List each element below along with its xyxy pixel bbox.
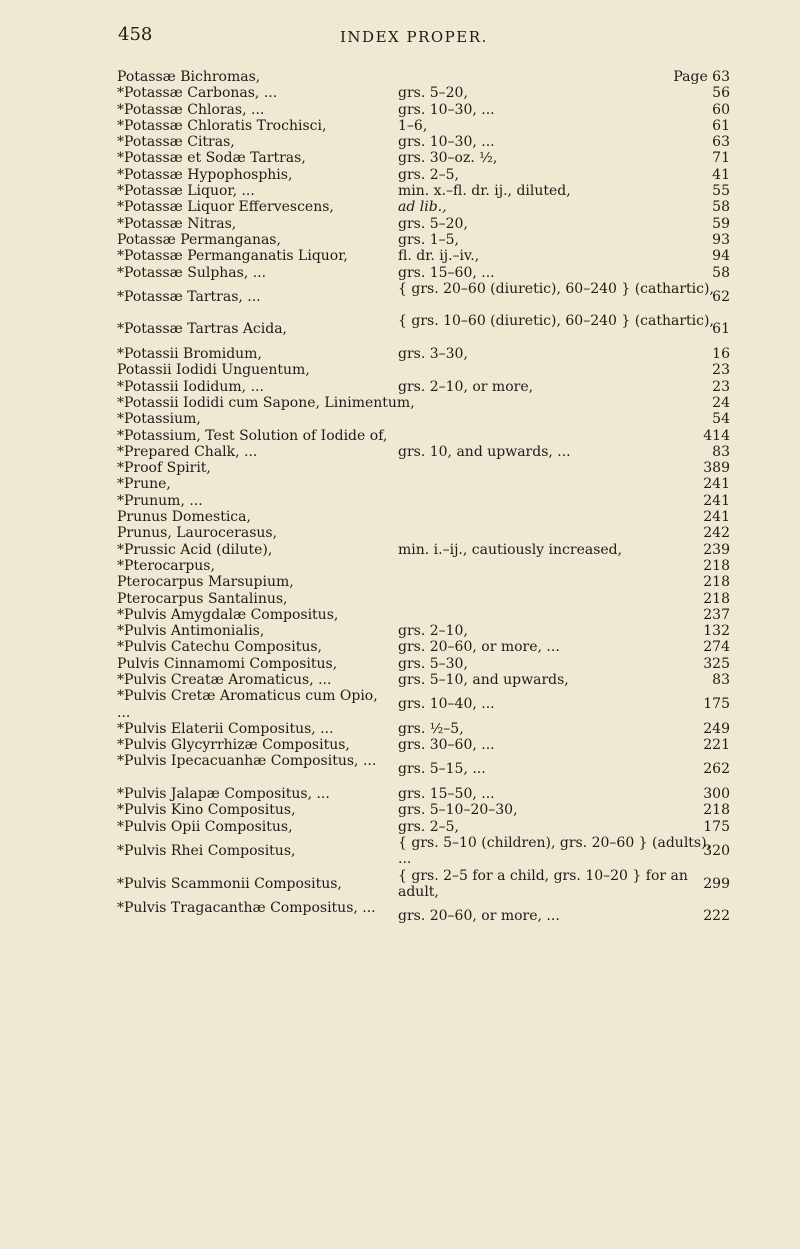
entry-dose: grs. 1–5,: [398, 231, 460, 248]
entry-dose: grs. ½–5,: [398, 720, 464, 737]
index-entry: [117, 150, 730, 166]
index-entry: [117, 493, 730, 509]
entry-page: 300: [703, 786, 730, 803]
index-entry: [117, 362, 730, 378]
entry-page: 41: [712, 166, 730, 183]
entry-page: 71: [712, 150, 730, 167]
entry-name: *Potassæ et Sodæ Tartras,: [117, 150, 306, 167]
index-entry: [117, 656, 730, 672]
index-entry: [117, 411, 730, 427]
entry-page: 274: [703, 639, 730, 656]
entry-name: *Potassæ Liquor, ...: [117, 183, 255, 200]
entry-page: 63: [712, 134, 730, 151]
index-entry: [117, 542, 730, 558]
index-entry: [117, 476, 730, 492]
entry-page: 175: [703, 818, 730, 835]
entry-page: 325: [703, 655, 730, 672]
entry-name: *Potassæ Liquor Effervescens,: [117, 199, 334, 216]
entry-name: Pulvis Cinnamomi Compositus,: [117, 655, 338, 672]
entry-page: 241: [703, 509, 730, 526]
index-entry: [117, 69, 730, 85]
entry-dose: grs. 30–60, ...: [398, 737, 495, 754]
index-entry: [117, 868, 730, 901]
entry-page: Page 63: [673, 69, 730, 85]
entry-page: 218: [703, 802, 730, 819]
entry-page: 83: [712, 443, 730, 460]
entry-dose: grs. 30–oz. ½,: [398, 150, 498, 167]
entry-dose: grs. 15–60, ...: [398, 264, 495, 281]
entry-name: *Prepared Chalk, ...: [117, 443, 258, 460]
index-entry: [117, 134, 730, 150]
entry-dose: grs. 10–30, ...: [398, 101, 495, 118]
running-title: INDEX PROPER.: [340, 28, 488, 46]
entry-dose: grs. 5–20,: [398, 85, 468, 102]
entry-page: 239: [703, 541, 730, 558]
entry-name: *Potassii Bromidum,: [117, 346, 262, 363]
entry-page: 55: [712, 183, 730, 200]
entry-dose: grs. 5–10, and upwards,: [398, 671, 569, 688]
entry-name: *Pulvis Glycyrrhizæ Compositus,: [117, 737, 350, 754]
index-entry: [117, 248, 730, 264]
entry-dose: grs. 2–10,: [398, 623, 468, 640]
entry-name: *Pulvis Opii Compositus,: [117, 818, 293, 835]
entry-name: *Prune,: [117, 476, 171, 493]
entry-dose: fl. dr. ij.–iv.,: [398, 248, 480, 265]
index-entry: [117, 428, 730, 444]
entry-page: 24: [712, 394, 730, 411]
index-entry: [117, 460, 730, 476]
entry-page: 61: [712, 321, 730, 338]
entry-page: 242: [703, 525, 730, 542]
entry-page: 60: [712, 101, 730, 118]
entry-name: *Potassium, Test Solution of Iodide of,: [117, 427, 388, 444]
entry-dose: grs. 2–5,: [398, 818, 460, 835]
entry-name: *Pulvis Tragacanthæ Compositus, ...: [117, 900, 376, 917]
entry-page: 61: [712, 117, 730, 134]
entry-dose: { grs. 20–60 (diuretic), 60–240 } (cathartic),: [398, 280, 714, 297]
entry-name: *Pulvis Antimonialis,: [117, 623, 265, 640]
entry-name: *Pterocarpus,: [117, 557, 215, 574]
index-entry: [117, 346, 730, 362]
entry-dose: grs. 20–60, or more, ...: [398, 908, 560, 925]
index-entry: [117, 395, 730, 411]
index-entry: [117, 313, 730, 346]
entry-dose: grs. 5–15, ...: [398, 761, 486, 778]
entry-name: *Potassæ Sulphas, ...: [117, 264, 267, 281]
entry-name: *Pulvis Creatæ Aromaticus, ...: [117, 671, 332, 688]
entry-page: 262: [703, 761, 730, 778]
entry-name: *Pulvis Cretæ Aromaticus cum Opio, ...: [117, 688, 378, 721]
entry-name: *Potassæ Nitras,: [117, 215, 237, 232]
entry-name: *Potassii Iodidi cum Sapone, Linimentum,: [117, 394, 415, 411]
entry-name: *Potassii Iodidum, ...: [117, 378, 264, 395]
index-list: [117, 69, 730, 933]
index-entry: [117, 900, 730, 933]
index-entry: [117, 216, 730, 232]
index-entry: [117, 607, 730, 623]
entry-name: Prunus, Laurocerasus,: [117, 525, 278, 542]
index-entry: [117, 591, 730, 607]
index-entry: [117, 379, 730, 395]
entry-page: 414: [703, 427, 730, 444]
entry-dose: grs. 15–50, ...: [398, 786, 495, 803]
entry-page: 241: [703, 492, 730, 509]
entry-page: 58: [712, 199, 730, 216]
index-entry: [117, 265, 730, 281]
entry-name: *Pulvis Catechu Compositus,: [117, 639, 322, 656]
entry-page: 221: [703, 737, 730, 754]
entry-dose: grs. 5–30,: [398, 655, 468, 672]
entry-name: *Prussic Acid (dilute),: [117, 541, 273, 558]
index-entry: [117, 737, 730, 753]
index-entry: [117, 118, 730, 134]
index-entry: [117, 558, 730, 574]
index-entry: [117, 85, 730, 101]
entry-name: *Pulvis Ipecacuanhæ Compositus, ...: [117, 753, 377, 770]
entry-name: *Potassæ Citras,: [117, 134, 235, 151]
entry-name: *Proof Spirit,: [117, 460, 211, 477]
entry-name: *Potassæ Hypophosphis,: [117, 166, 293, 183]
index-entry: [117, 721, 730, 737]
entry-page: 249: [703, 720, 730, 737]
entry-page: 241: [703, 476, 730, 493]
index-entry: [117, 509, 730, 525]
entry-page: 218: [703, 557, 730, 574]
entry-page: 389: [703, 460, 730, 477]
entry-name: *Potassæ Chloratis Trochisci,: [117, 117, 327, 134]
index-entry: [117, 672, 730, 688]
index-entry: [117, 753, 730, 786]
page-number: 458: [118, 24, 153, 45]
entry-dose: { grs. 10–60 (diuretic), 60–240 } (cathartic),: [398, 313, 714, 330]
entry-dose: grs. 10–30, ...: [398, 134, 495, 151]
entry-name: Potassæ Bichromas,: [117, 69, 261, 85]
index-entry: [117, 819, 730, 835]
entry-name: Potassii Iodidi Unguentum,: [117, 362, 310, 379]
entry-dose: { grs. 5–10 (children), grs. 20–60 } (adults), ...: [398, 834, 712, 868]
index-entry: [117, 232, 730, 248]
entry-dose: grs. 10–40, ...: [398, 696, 495, 713]
entry-page: 218: [703, 590, 730, 607]
entry-page: 94: [712, 248, 730, 265]
entry-name: Pterocarpus Santalinus,: [117, 590, 288, 607]
entry-name: Potassæ Permanganas,: [117, 231, 281, 248]
index-entry: [117, 444, 730, 460]
entry-name: *Potassium,: [117, 411, 201, 428]
entry-name: *Pulvis Scammonii Compositus,: [117, 875, 342, 892]
entry-name: *Potassæ Tartras Acida,: [117, 321, 288, 338]
index-entry: [117, 786, 730, 802]
entry-dose: min. x.–fl. dr. ij., diluted,: [398, 183, 571, 200]
entry-dose: { grs. 2–5 for a child, grs. 10–20 } for an adult,: [398, 867, 688, 900]
index-entry: [117, 688, 730, 721]
entry-name: *Prunum, ...: [117, 492, 203, 509]
entry-name: *Potassæ Permanganatis Liquor,: [117, 248, 348, 265]
entry-page: 16: [712, 346, 730, 363]
entry-dose: grs. 3–30,: [398, 346, 468, 363]
entry-page: 218: [703, 574, 730, 591]
entry-page: 320: [703, 842, 730, 859]
index-entry: [117, 835, 730, 868]
index-entry: [117, 281, 730, 314]
entry-name: *Pulvis Amygdalæ Compositus,: [117, 606, 339, 623]
entry-page: 83: [712, 671, 730, 688]
entry-name: *Potassæ Chloras, ...: [117, 101, 265, 118]
index-entry: [117, 183, 730, 199]
entry-name: *Pulvis Elaterii Compositus, ...: [117, 720, 334, 737]
entry-page: 132: [703, 623, 730, 640]
entry-page: 237: [703, 606, 730, 623]
entry-page: 23: [712, 378, 730, 395]
entry-dose: grs. 2–5,: [398, 166, 460, 183]
entry-page: 222: [703, 908, 730, 925]
entry-dose: grs. 2–10, or more,: [398, 378, 534, 395]
entry-dose: 1–6,: [398, 117, 428, 134]
entry-dose: grs. 5–10–20–30,: [398, 802, 518, 819]
entry-dose: grs. 20–60, or more, ...: [398, 639, 560, 656]
entry-dose: grs. 10, and upwards, ...: [398, 443, 571, 460]
entry-dose: ad lib.,: [398, 199, 447, 216]
entry-page: 175: [703, 696, 730, 713]
index-entry: [117, 102, 730, 118]
entry-name: *Potassæ Tartras, ...: [117, 288, 261, 305]
entry-page: 299: [703, 875, 730, 892]
index-entry: [117, 574, 730, 590]
entry-page: 93: [712, 231, 730, 248]
entry-name: *Pulvis Jalapæ Compositus, ...: [117, 786, 330, 803]
entry-name: Prunus Domestica,: [117, 509, 251, 526]
index-entry: [117, 199, 730, 215]
index-entry: [117, 639, 730, 655]
entry-name: Pterocarpus Marsupium,: [117, 574, 294, 591]
entry-page: 23: [712, 362, 730, 379]
index-entry: [117, 167, 730, 183]
index-entry: [117, 623, 730, 639]
entry-dose: grs. 5–20,: [398, 215, 468, 232]
entry-page: 56: [712, 85, 730, 102]
entry-dose: min. i.–ij., cautiously increased,: [398, 541, 623, 558]
index-entry: [117, 525, 730, 541]
entry-page: 54: [712, 411, 730, 428]
entry-page: 59: [712, 215, 730, 232]
entry-name: *Potassæ Carbonas, ...: [117, 85, 278, 102]
entry-page: 62: [712, 288, 730, 305]
index-entry: [117, 802, 730, 818]
entry-name: *Pulvis Kino Compositus,: [117, 802, 296, 819]
entry-page: 58: [712, 264, 730, 281]
entry-name: *Pulvis Rhei Compositus,: [117, 842, 296, 859]
